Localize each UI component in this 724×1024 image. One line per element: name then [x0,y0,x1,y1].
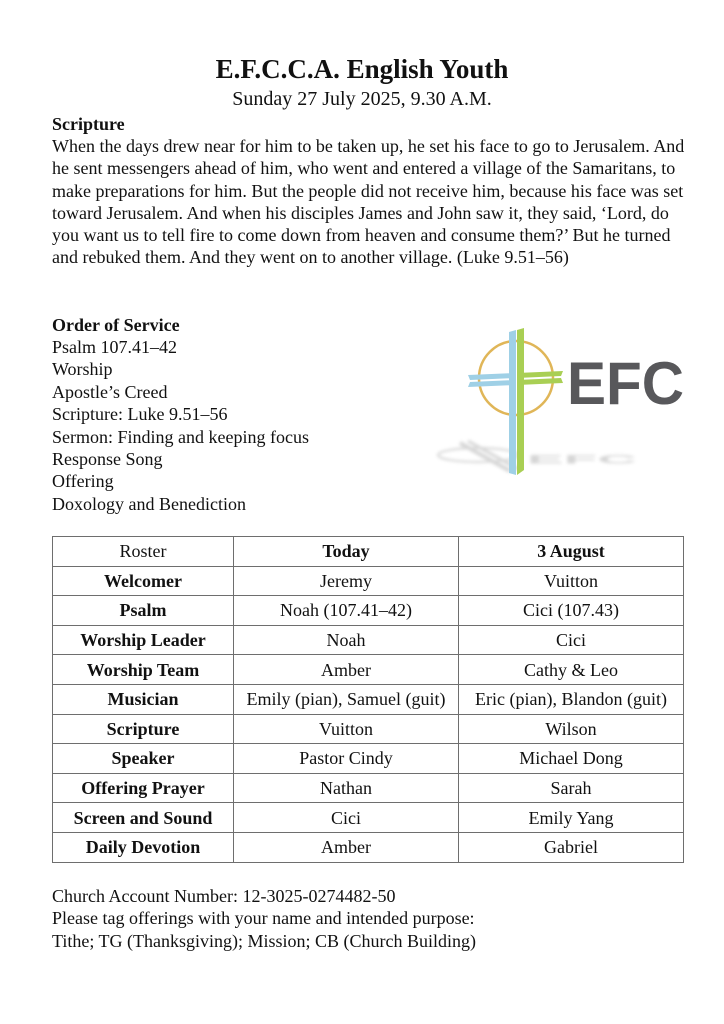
table-row [53,655,684,685]
roster-next: Sarah [459,773,684,803]
table-row [53,773,684,803]
roster-next: Cici (107.43) [459,596,684,626]
order-item: Worship [52,359,113,380]
roster-today: Noah [234,625,459,655]
table-row [53,803,684,833]
footer-info [52,885,692,952]
roster-next: Michael Dong [459,744,684,774]
cross-horizontal-left [468,373,516,380]
cross-vertical-right [517,328,524,475]
logo-reflection-text: EFC [527,453,638,467]
roster-today: Pastor Cindy [234,744,459,774]
table-row [53,684,684,714]
page-title: E.F.C.C.A. English Youth [215,54,509,84]
roster-role: Psalm [53,596,234,626]
scripture-text: When the days drew near for him to be taken up, he set his face to go to Jerusalem. And he sent messengers ahead of him, who went and entered a village of the Samaritans, to make preparations for him. But the people did not receive him, because his face was set toward Jerusalem. And when his disciples James and John saw it, they said, ‘Lord, do you want us to tell fire to come down from heaven and consume them?’ But he turned and rebuked them. And they went on to another village. (Luke 9.51–56) [52,136,685,268]
roster-table [52,536,684,863]
roster-today: Nathan [234,773,459,803]
table-row [53,832,684,862]
roster-next: Gabriel [459,832,684,862]
roster-today: Emily (pian), Samuel (guit) [234,684,459,714]
offering-categories: Tithe; TG (Thanksgiving); Mission; CB (Church Building) [52,930,477,951]
table-row [53,566,684,596]
roster-today: Vuitton [234,714,459,744]
order-item: Scripture: Luke 9.51–56 [52,404,228,425]
roster-today: Noah (107.41–42) [234,596,459,626]
order-item: Doxology and Benediction [52,493,246,514]
logo-reflection [438,441,637,471]
efc-logo [430,325,700,485]
roster-role: Speaker [53,744,234,774]
roster-role: Daily Devotion [53,832,234,862]
offering-instructions: Please tag offerings with your name and intended purpose: [52,908,475,929]
order-item: Apostle’s Creed [52,381,168,402]
table-row [53,744,684,774]
roster-today: Jeremy [234,566,459,596]
order-item: Sermon: Finding and keeping focus [52,426,309,447]
order-item: Offering [52,471,114,492]
scripture-heading: Scripture [52,114,125,134]
roster-role: Screen and Sound [53,803,234,833]
roster-header-today: Today [234,537,459,567]
order-of-service-list [52,336,309,515]
order-item: Psalm 107.41–42 [52,337,178,357]
table-row [53,625,684,655]
order-of-service-heading: Order of Service [52,315,180,335]
roster-next: Cici [459,625,684,655]
roster-today: Amber [234,655,459,685]
order-item: Response Song [52,449,163,470]
roster-next: Emily Yang [459,803,684,833]
roster-next: Wilson [459,714,684,744]
logo-text: EFC [567,350,684,417]
roster-next: Eric (pian), Blandon (guit) [459,684,684,714]
roster-today: Amber [234,832,459,862]
service-date: Sunday 27 July 2025, 9.30 A.M. [232,88,492,110]
table-row [53,714,684,744]
roster-role: Musician [53,684,234,714]
cross-vertical-left [509,330,516,475]
roster-header-row [53,537,684,567]
table-row [53,596,684,626]
roster-role: Worship Leader [53,625,234,655]
roster-today: Cici [234,803,459,833]
cross-horizontal-left-2 [468,380,516,387]
roster-header-roster: Roster [53,537,234,567]
roster-role: Worship Team [53,655,234,685]
roster-header-next: 3 August [459,537,684,567]
roster-role: Welcomer [53,566,234,596]
roster-next: Vuitton [459,566,684,596]
roster-role: Scripture [53,714,234,744]
roster-role: Offering Prayer [53,773,234,803]
account-number: Church Account Number: 12-3025-0274482-50 [52,886,396,906]
roster-next: Cathy & Leo [459,655,684,685]
efc-cross-logo-icon [430,325,700,485]
